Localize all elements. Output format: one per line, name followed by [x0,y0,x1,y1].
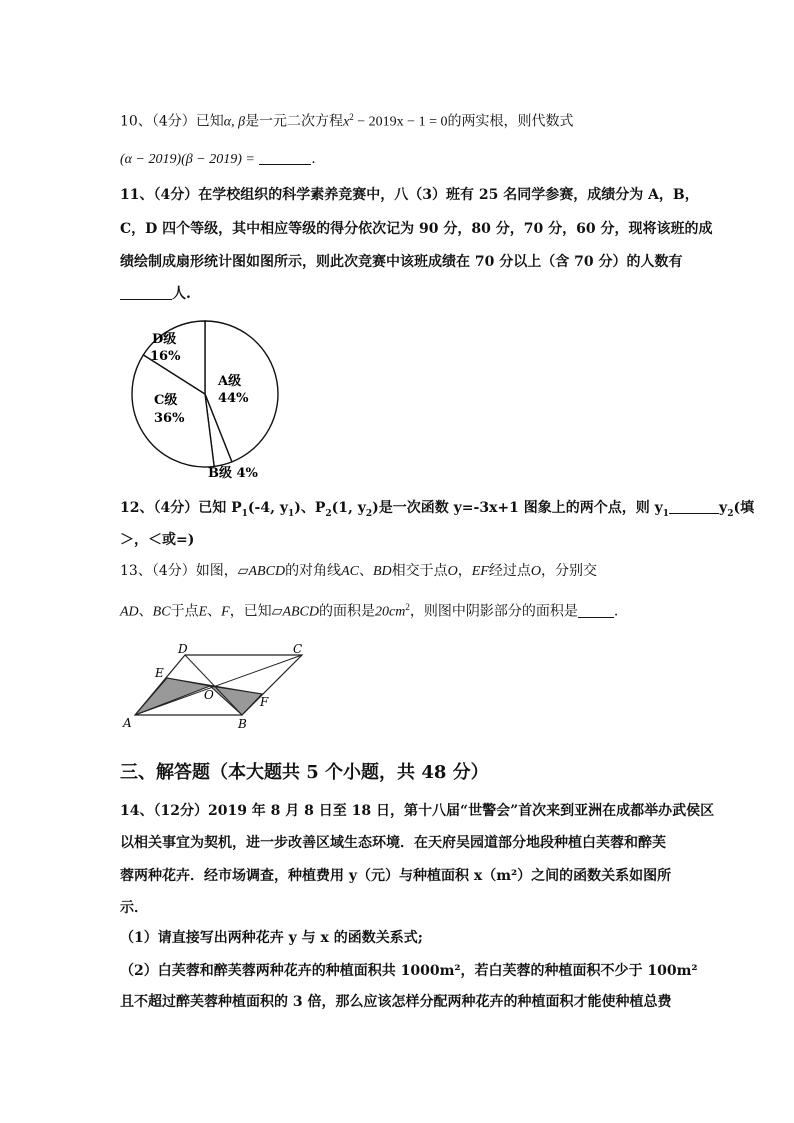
q12-p2-close: )是一次函数 y=-3x+1 图象上的两个点，则 y [372,500,663,516]
parallelogram-figure [118,642,318,732]
pie-label-c-pct: 36% [154,411,185,426]
q11-answer-blank [120,285,172,300]
q13-text-g: ，已知 [229,603,272,620]
q12-line1: 12、（4分）已知 $P_1(-4$, $y_1$)、$P_2(1$, $y_2$)是一次函数 y=-3x+1 图象上的两个点，则 $y_1$ $y_2$(填 [120,500,755,519]
q10-middle: 是一元二次方程 [245,113,344,130]
q12-p1-close: )、P [294,500,326,516]
pie-label-a: A级 [218,374,242,389]
q13-text-a: 13、（4分）如图， [120,563,238,579]
q10-suffix: 的两实根，则代数式 [447,113,574,130]
pie-label-b: B级 4% [208,466,258,481]
q10-line1: 10、（4分）已知α, β是一元二次方程$x^2 - 2019x - 1 = 0$的两实根，则代数式 [120,112,574,130]
label-e: E [155,666,164,680]
q12-p1: (-4, y [247,500,288,516]
q14-sub2-line2: 且不超过醉芙蓉种植面积的 3 倍，那么应该怎样分配两种花卉的种植面积才能使种植总费 [120,994,672,1010]
q12-p2: (1, y [331,500,366,516]
q13-line2: AD、BC于点E、F，已知▱ABCD的面积是$20cm^2$，则图中阴影部分的面积是 . [120,602,619,620]
label-f: F [260,695,269,709]
shaded-triangle-right [210,686,262,715]
pie-label-d-pct: 16% [150,349,181,364]
q13-line1 [120,562,597,581]
q13-text-h: 的面积是 [319,603,376,620]
q13-bd: BD [372,564,392,579]
q13-parallelogram: ▱ABCD [237,564,286,579]
q14-line1: 14、（12分）2019 年 8 月 8 日至 18 日，第十八届“世警会”首次来到亚洲在成都举办武侯区 [120,803,715,819]
q11-line4 [120,285,191,303]
q11-line4-end: 人. [172,286,191,302]
pie-label-d: D级 [152,332,177,347]
q10-equation-rest: − 2019x − 1 = 0 [353,114,448,130]
q13-answer-blank [578,603,614,618]
q14-sub1: （1）请直接写出两种花卉 y 与 x 的函数关系式; [120,930,423,946]
q11-line1: 11、（4分）在学校组织的科学素养竞赛中，八（3）班有 25 名同学参赛，成绩分为 A，B， [120,187,699,203]
q10-greek: α, β [223,114,246,130]
q13-text-c: 相交于点 [391,563,448,579]
pie-label-c: C级 [154,393,178,408]
pie-chart [120,314,290,484]
q12-answer-blank [669,499,719,514]
q14-line2: 以相关事宜为契机，进一步改善区域生态环境．在天府吴园道部分地段种植白芙蓉和醉芙 [120,835,666,851]
q13-sep3: 、 [138,603,153,620]
q13-ef: EF [471,564,489,579]
q13-ad: AD [120,604,139,620]
q12-prefix: 12、（4分）已知 P [120,500,242,516]
q13-o: O [447,564,458,579]
q13-text-b: 的对角线 [285,563,342,579]
section-heading: 三、解答题（本大题共 5 个小题，共 48 分） [120,762,489,783]
q13-text-i: ，则图中阴影部分的面积是 [409,603,578,620]
q13-text-e: ，分别交 [540,563,597,579]
q13-sep1: 、 [358,563,373,579]
pie-label-a-pct: 44% [218,391,249,406]
q14-line3: 蓉两种花卉．经市场调查，种植费用 y（元）与种植面积 x（m²）之间的函数关系如图所 [120,868,672,884]
q12-after: y [719,500,728,516]
q13-bc: BC [152,604,171,620]
q12-line2: ＞，＜或=) [120,532,195,548]
q14-sub2-line1: （2）白芙蓉和醉芙蓉两种花卉的种植面积共 1000m²，若白芙蓉的种植面积不少于 100m² [120,963,698,979]
q13-parallelogram2: ▱ABCD [271,604,320,620]
q10-line2 [120,150,316,169]
q13-period: . [613,603,619,620]
q10-answer-blank [259,150,311,165]
q11-line2: C，D 四个等级，其中相应等级的得分依次记为 90 分，80 分，70 分，60 分，现将该班的成 [120,221,713,237]
q13-e: E [198,604,208,620]
q13-text-d: 经过点 [488,563,531,579]
q13-text-f: 于点 [170,603,199,620]
q13-f: F [221,604,230,620]
q12-tail: (填 [733,500,755,516]
label-b: B [238,717,247,731]
q10-period: . [311,151,316,167]
q13-o2: O [530,564,541,579]
q10-equation-x: x [343,114,350,130]
q13-ac: AC [341,564,359,579]
label-d: D [178,642,188,656]
q13-sep2: ， [457,563,472,579]
q13-sep4: 、 [207,603,222,620]
q14-line4: 示． [120,900,148,916]
q13-area: 20cm [375,604,406,620]
q10-prefix: 10、（4分）已知 [120,113,224,130]
label-c: C [293,642,303,656]
label-o: O [204,688,214,702]
label-a: A [123,716,132,730]
q10-expression: (α − 2019)(β − 2019) = [120,152,255,167]
q11-line3: 绩绘制成扇形统计图如图所示，则此次竞赛中该班成绩在 70 分以上（含 70 分）的人数有 [120,254,683,270]
